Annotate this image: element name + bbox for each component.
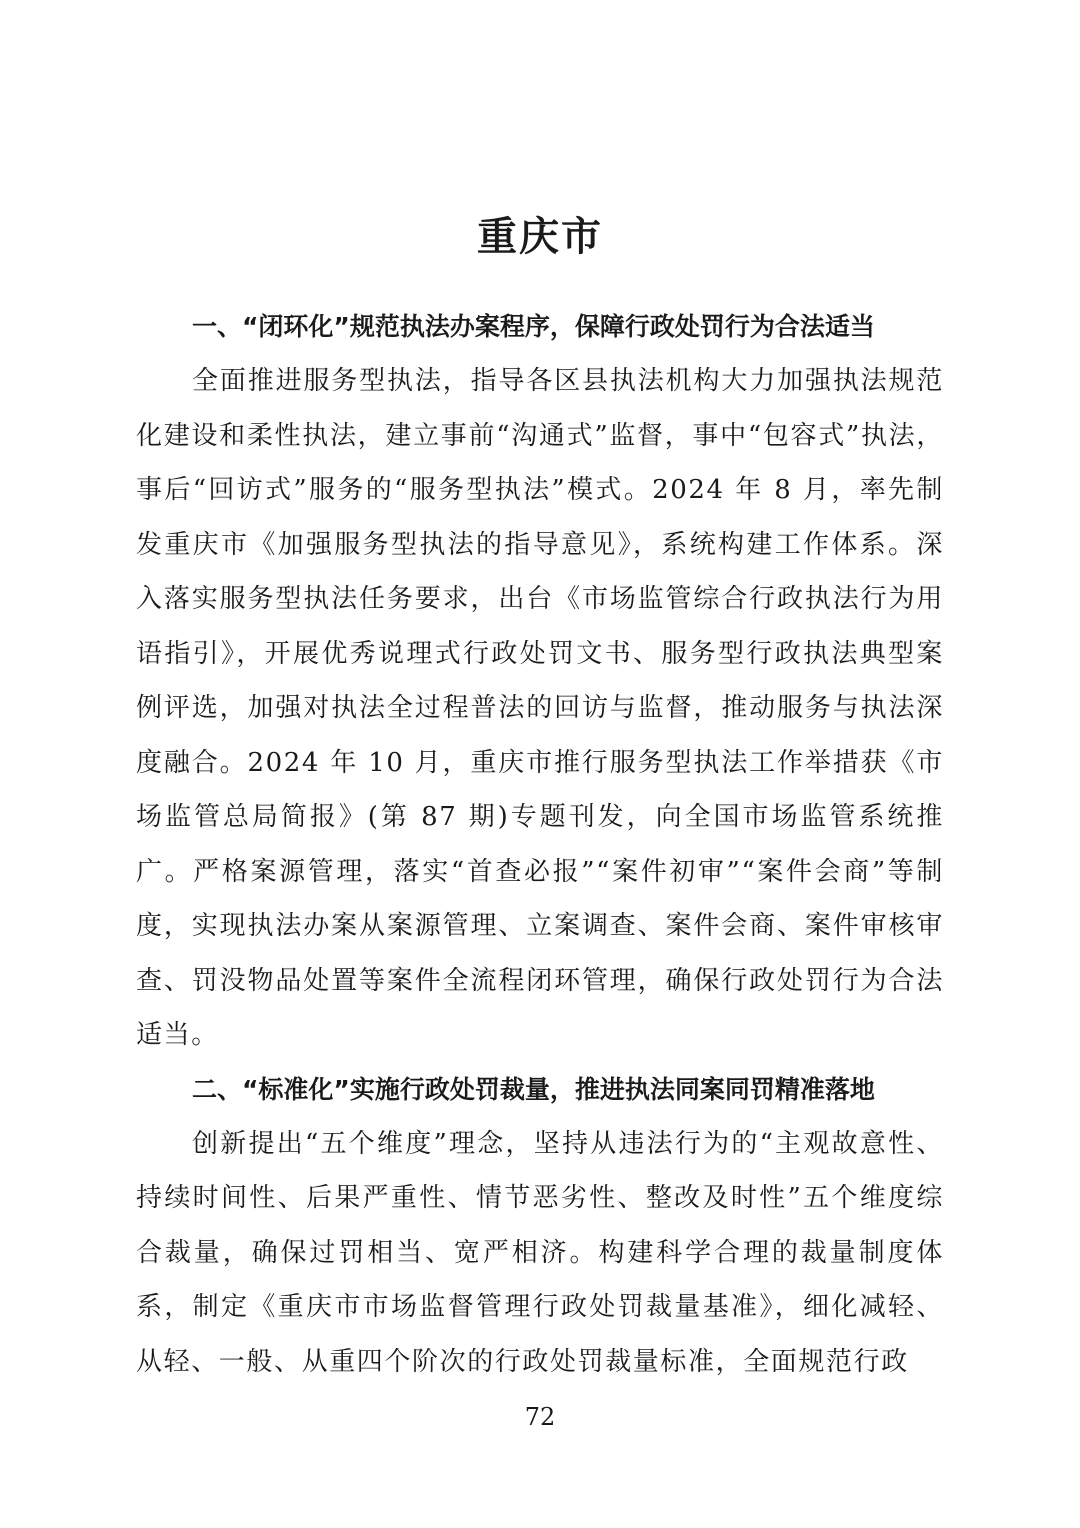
page-number: 72 bbox=[524, 1403, 556, 1431]
section-paragraph-1: 全面推进服务型执法，指导各区县执法机构大力加强执法规范化建设和柔性执法，建立事前“沟通式”监督，事中“包容式”执法，事后“回访式”服务的“服务型执法”模式。2024 年 8 月，率先制发重庆市《加强服务型执法的指导意见》，系统构建工作体系。深入落实服务型执法任务要求，出台《市场监管综合行政执法行为用语指引》，开展优秀说理式行政处罚文书、服务型行政执法典型案例评选，加强对执法全过程普法的回访与监督，推动服务与执法深度融合。2024 年 10 月，重庆市推行服务型执法工作举措获《市场监管总局简报》(第 87 期)专题刊发，向全国市场监管系统推广。严格案源管理，落实“首查必报”“案件初审”“案件会商”等制度，实现执法办案从案源管理、立案调查、案件会商、案件审核审查、罚没物品处置等案件全流程闭环管理，确保行政处罚行为合法适当。 bbox=[136, 366, 944, 1050]
page-title: 重庆市 bbox=[477, 213, 603, 260]
section-paragraph-2: 创新提出“五个维度”理念，坚持从违法行为的“主观故意性、持续时间性、后果严重性、情节恶劣性、整改及时性”五个维度综合裁量，确保过罚相当、宽严相济。构建科学合理的裁量制度体系，制定《重庆市市场监督管理行政处罚裁量基准》，细化减轻、从轻、一般、从重四个阶次的行政处罚裁量标准，全面规范行政 bbox=[136, 1128, 944, 1377]
section-heading-2: 二、“标准化”实施行政处罚裁量，推进执法同案同罚精准落地 bbox=[192, 1074, 875, 1104]
section-heading-1: 一、“闭环化”规范执法办案程序，保障行政处罚行为合法适当 bbox=[192, 312, 875, 341]
body-content bbox=[136, 300, 944, 1389]
